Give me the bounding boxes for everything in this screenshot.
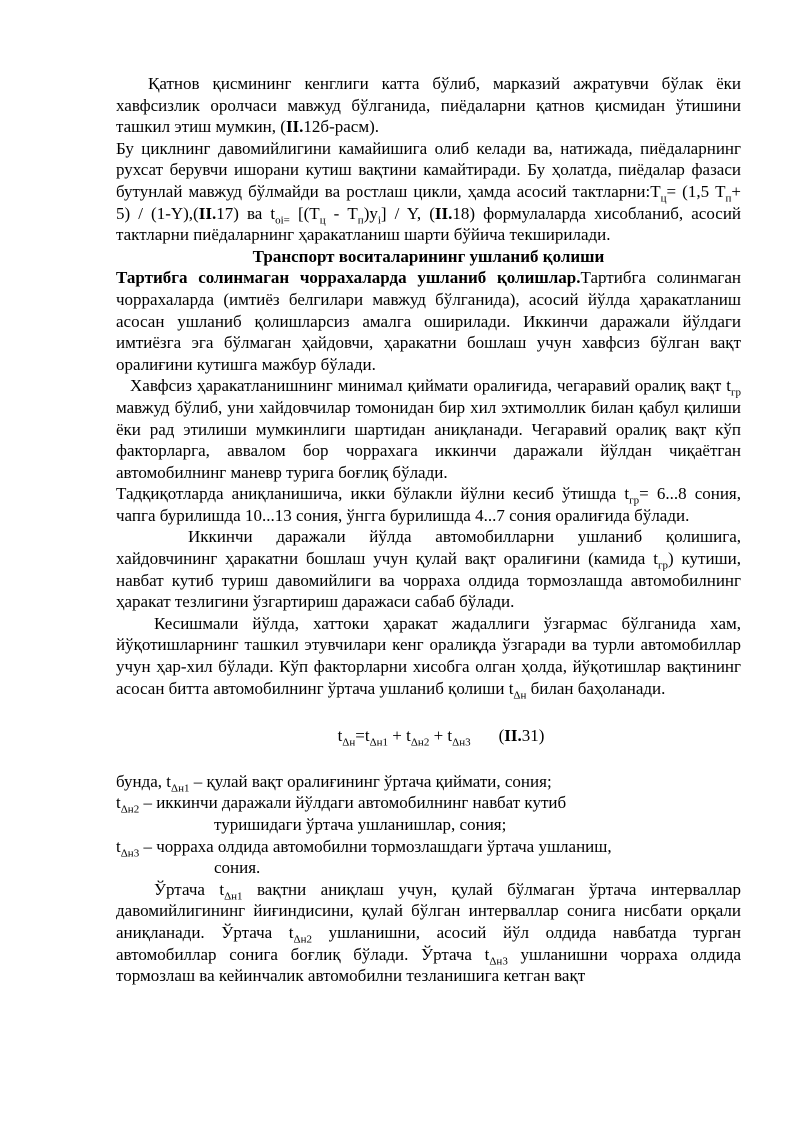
formula-number: ( <box>498 726 505 746</box>
document-page <box>116 73 741 987</box>
subsection-title: Тартибга солинмаган чоррахаларда ушланиб қолишлар. <box>116 268 581 288</box>
subscript: i <box>377 213 381 226</box>
definition-2-continued: туришидаги ўртача ушланишлар, сония; <box>214 815 507 834</box>
figure-ref: II. <box>285 117 304 137</box>
text-run: - Т <box>325 203 358 223</box>
text-run: – қулай вақт оралиғининг ўртача қиймати, сония; <box>189 771 552 791</box>
text-run: 12б-расм). <box>303 117 379 137</box>
text-run: мавжуд бўлиб, уни хайдовчилар томонидан бир хил эхтимоллик билан қабул қилиши ёки рад этилиши мумкинлиги шартидан аниқланади. Чегаравий оралиқ вақт кўп факторларга, аввалом бор чоррахага иккинчи даражали йўлдан чиқаётган автомобилнинг маневр турига боғлиқ бўлади. <box>116 397 741 482</box>
subscript: ц <box>319 213 326 226</box>
subscript: Δн <box>342 736 356 749</box>
text-run: = (1,5 Т <box>666 181 726 201</box>
text-run: Кесишмали йўлда, хаттоки ҳаракат жадаллиги ўзгармас бўлганида хам, йўқотишларнинг ташкил этувчилари кенг оралиқда ўзгаради ва турли автомобиллар учун ҳар-хил бўлади. Кўп факторларни хисобга олган ҳолда, йўқотишлар вақтининг асосан битта автомобилнинг ўртача ушланиб қолиши t <box>116 613 741 698</box>
subscript: ц <box>660 192 667 205</box>
text-run: билан баҳоланади. <box>526 678 666 698</box>
definition-3 <box>116 836 741 858</box>
paragraph-8 <box>116 879 741 987</box>
subscript: Δн3 <box>452 736 471 749</box>
paragraph-1 <box>116 73 741 138</box>
formula-text: + t <box>388 726 411 746</box>
formula-text: =t <box>355 726 370 746</box>
formula-number: 31) <box>521 726 545 746</box>
subscript: Δн1 <box>224 890 243 903</box>
text-run: ушланишни чорраха олдида тормозлаш ва кейинчалик автомобилни тезланишига кетган вақт <box>116 944 742 986</box>
text-run: Иккинчи даражали йўлда автомобилларни ушланиб қолишига, хайдовчининг ҳаракатни бошлаш учун қулай вақт оралиғини (камида t <box>116 527 741 569</box>
subscript: Δн <box>513 689 527 702</box>
paragraph-2 <box>116 138 741 246</box>
subscript: п <box>357 213 364 226</box>
subscript: Δн3 <box>120 846 140 859</box>
subscript: oi= <box>275 213 290 226</box>
text-run: ушланишни, асосий йўл олдида навбатда турган автомобиллар сонига боғлиқ бўлади. Ўртача t <box>116 922 741 964</box>
text-run: t <box>116 793 121 813</box>
text-run: Бу циклнинг давомийлигини камайишига олиб келади ва, натижада, пиёдаларнинг рухсат берувчи ишорани кутиш вақтини камайтиради. Бу ҳолатда, пиёдалар фазаси бутунлай мавжуд бўлмайди ва ростлаш цикли, ҳамда асосий тактларни:Т <box>116 138 741 201</box>
text-run: + 5) / (1-Y),( <box>116 181 741 223</box>
paragraph-4 <box>116 375 741 483</box>
paragraph-7 <box>116 613 741 702</box>
subscript: гр <box>629 494 640 507</box>
text-run: ) кутиши, навбат кутиб туриш давомийлиги ва чорраха олдида тормозлашда автомобилнинг ҳаракат тезлигини ўзгартириш даражаси сабаб бўлади. <box>116 549 741 612</box>
subscript: п <box>725 192 732 205</box>
formula-II-31 <box>116 725 741 747</box>
paragraph-6 <box>116 526 741 612</box>
subscript: Δн3 <box>489 954 508 967</box>
formula-text: + t <box>429 726 453 746</box>
text-run: = 6...8 сония, чапга бурилишда 10...13 сония, ўнгга бурилишда 4...7 сония оралиғида бўлади. <box>116 484 741 525</box>
text-run: вақтни аниқлаш учун, қулай бўлмаган ўртача интерваллар давомийлигининг йиғиндисини, қулай бўлган интерваллар сонига нисбати орқали аниқланади. Ўртача t <box>116 879 741 942</box>
paragraph-5 <box>116 483 741 526</box>
formula-text: t <box>337 726 343 746</box>
paragraph-3 <box>116 267 741 375</box>
subscript: Δн1 <box>369 736 389 749</box>
text-run: бунда, t <box>116 771 172 791</box>
text-run: Тартибга солинмаган чоррахаларда (имтиёз белгилари мавжуд бўлганида), асосий йўлда ҳаракатланиш асосан ушланиб қолишларсиз амалга оширилади. Иккинчи даражали йўлдаги имтиёзга эга бўлмаган ҳайдовчи, ҳаракатни бошлаш учун хавфсиз бўлган вақт оралиғини кутишга мажбур бўлади. <box>116 268 741 374</box>
subscript: Δн2 <box>410 736 430 749</box>
definition-1 <box>116 771 741 793</box>
text-run: t <box>116 836 121 856</box>
subscript: Δн2 <box>120 803 140 816</box>
formula-ref: II. <box>198 203 217 223</box>
section-heading: Транспорт воситаларининг ушланиб қолиши <box>252 246 605 266</box>
definition-2 <box>116 792 741 814</box>
subscript: Δн1 <box>171 782 190 795</box>
text-run: 18) формулаларда хисобланиб, асосий тактларни пиёдаларнинг ҳаракатланиш шарти бўйича текширилади. <box>116 203 742 245</box>
text-run: 17) ва t <box>216 203 276 223</box>
definition-3-continued: сония. <box>214 858 261 878</box>
subscript: гр <box>657 559 668 572</box>
text-run: – чорраха олдида автомобилни тормозлашдаги ўртача ушланиш, <box>139 836 612 856</box>
subscript: Δн2 <box>293 933 312 946</box>
text-run: Ўртача t <box>154 879 225 899</box>
formula-ref: II. <box>434 203 453 223</box>
text-run: – иккинчи даражали йўлдаги автомобилнинг навбат кутиб <box>139 793 567 813</box>
text-run: Қатнов қисмининг кенглиги катта бўлиб, марказий ажратувчи бўлак ёки хавфсизлик оролчаси мавжуд бўлганида, пиёдаларни қатнов қисмидан ўтишини ташкил этиш мумкин, ( <box>116 74 741 137</box>
subscript: гр <box>730 386 741 399</box>
text-run: Хавфсиз ҳаракатланишнинг минимал қиймати оралиғида, чегаравий оралиқ вақт t <box>130 376 731 396</box>
text-run: [(Т <box>289 203 320 223</box>
text-run: ] / Y, ( <box>380 203 435 223</box>
formula-number: II. <box>504 726 522 746</box>
text-run: Тадқиқотларда аниқланишича, икки бўлакли йўлни кесиб ўтишда t <box>116 484 630 504</box>
text-run: )y <box>363 203 378 223</box>
